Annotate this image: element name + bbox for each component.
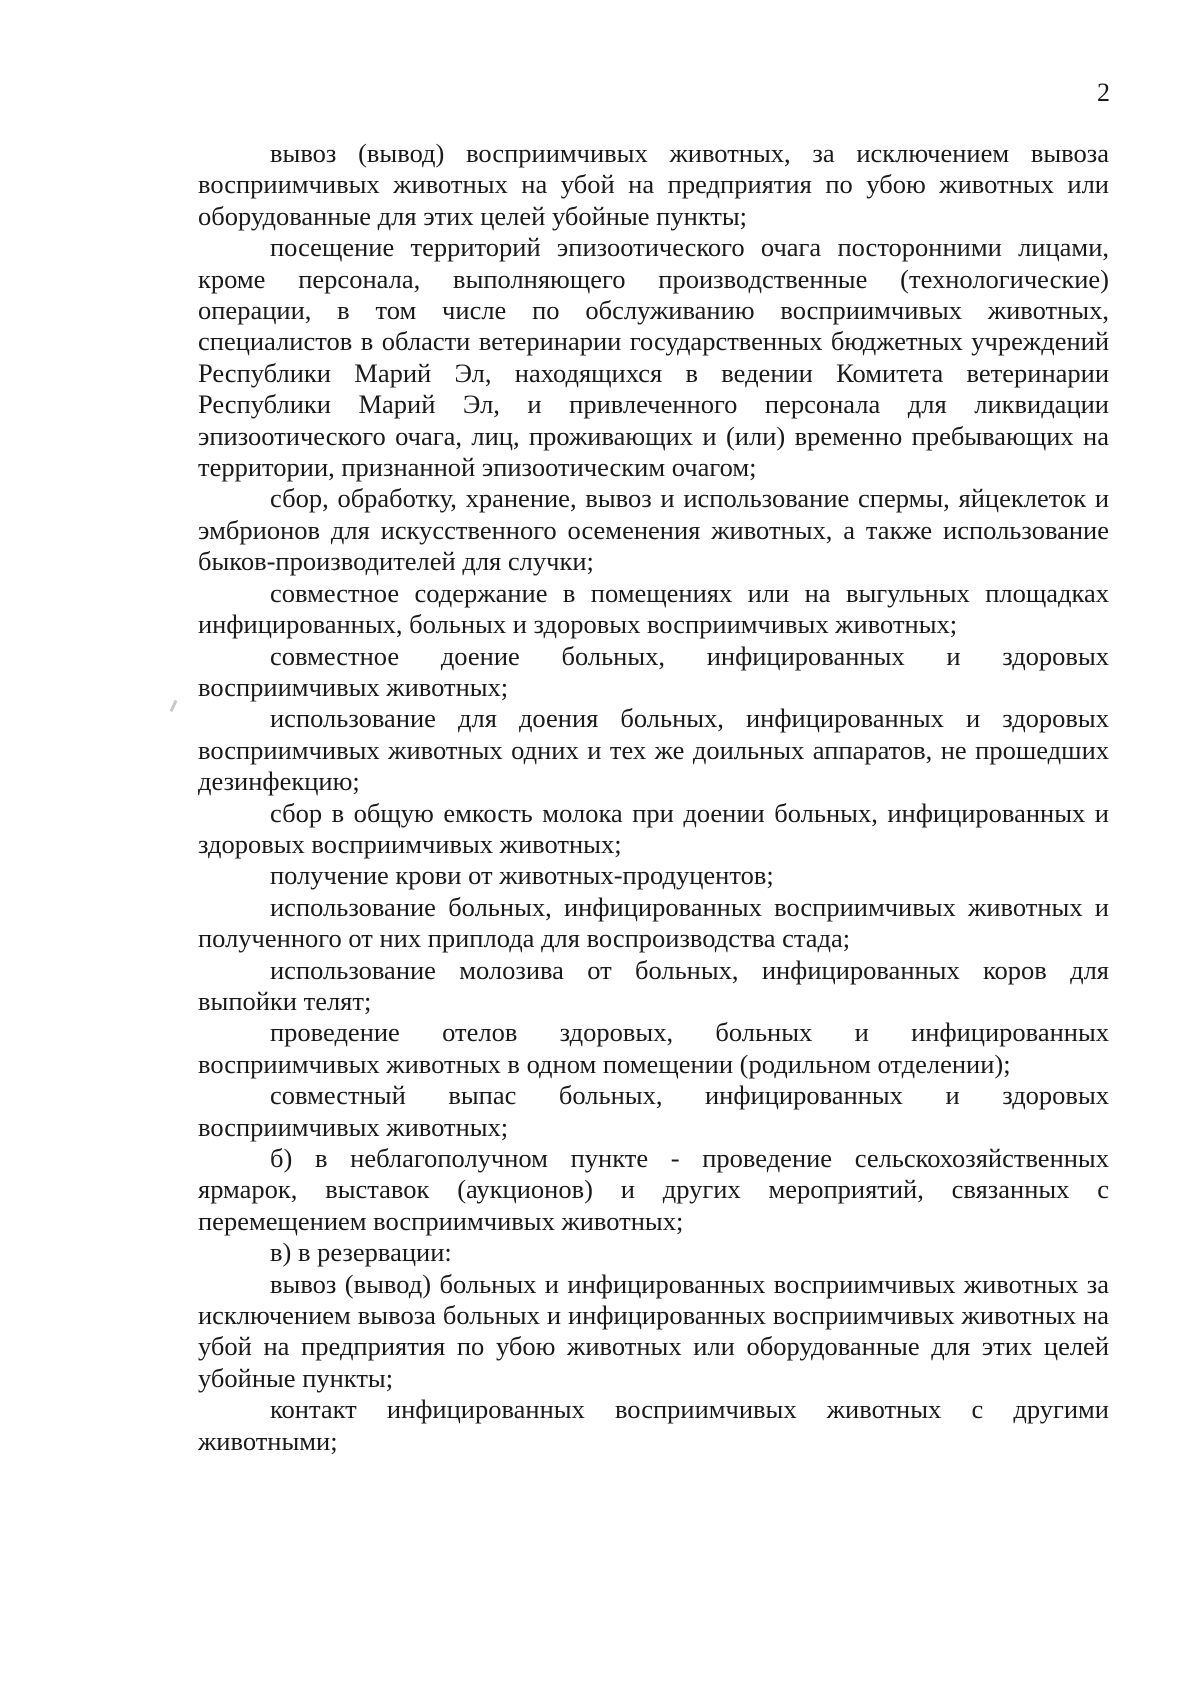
paragraph: посещение территорий эпизоотического очага посторонними лицами, кроме персонала, выполняющего производственные (технологические) операции, в том числе по обслуживанию восприимчивых животных, специалистов в области ветеринарии государственных бюджетных учреждений Республики Марий Эл, находящихся в ведении Комитета ветеринарии Республики Марий Эл, и привлеченного персонала для ликвидации эпизоотического очага, лиц, проживающих и (или) временно пребывающих на территории, признанной эпизоотическим очагом; xyxy=(198,232,1109,483)
paragraph: в) в резервации: xyxy=(270,1237,452,1268)
paragraph: б) в неблагополучном пункте - проведение сельскохозяйственных ярмарок, выставок (аукционов) и других мероприятий, связанных с перемещением восприимчивых животных; xyxy=(198,1143,1109,1236)
paragraph: использование больных, инфицированных восприимчивых животных и полученного от них приплода для воспроизводства стада; xyxy=(198,891,1109,954)
paragraph: использование для доения больных, инфицированных и здоровых восприимчивых животных одних и тех же доильных аппаратов, не прошедших дезинфекцию; xyxy=(198,703,1109,797)
scan-artifact xyxy=(170,700,178,712)
paragraph: сбор в общую емкость молока при доении больных, инфицированных и здоровых восприимчивых животных; xyxy=(198,797,1109,859)
paragraph: вывоз (вывод) больных и инфицированных восприимчивых животных за исключением вывоза больных и инфицированных восприимчивых животных на убой на предприятия по убою животных или оборудованные для этих целей убойные пункты; xyxy=(198,1268,1109,1393)
paragraph: вывоз (вывод) восприимчивых животных, за исключением вывоза восприимчивых животных на убой на предприятия по убою животных или оборудованные для этих целей убойные пункты; xyxy=(198,138,1109,231)
paragraph: получение крови от животных-продуцентов; xyxy=(270,860,774,891)
paragraph: сбор, обработку, хранение, вывоз и использование спермы, яйцеклеток и эмбрионов для искусственного осеменения животных, а также использование быков-производителей для случки; xyxy=(198,483,1109,577)
paragraph: контакт инфицированных восприимчивых животных с другими животными; xyxy=(198,1394,1109,1456)
paragraph: использование молозива от больных, инфицированных коров для выпойки телят; xyxy=(198,954,1109,1016)
paragraph: совместное содержание в помещениях или на выгульных площадках инфицированных, больных и здоровых восприимчивых животных; xyxy=(198,577,1109,640)
paragraph: совместное доение больных, инфицированных и здоровых восприимчивых животных; xyxy=(198,640,1109,702)
paragraph: проведение отелов здоровых, больных и инфицированных восприимчивых животных в одном помещении (родильном отделении); xyxy=(198,1017,1109,1079)
page-number: 2 xyxy=(1097,78,1110,107)
paragraph: совместный выпас больных, инфицированных и здоровых восприимчивых животных; xyxy=(198,1080,1109,1142)
document-body xyxy=(198,138,1109,1457)
